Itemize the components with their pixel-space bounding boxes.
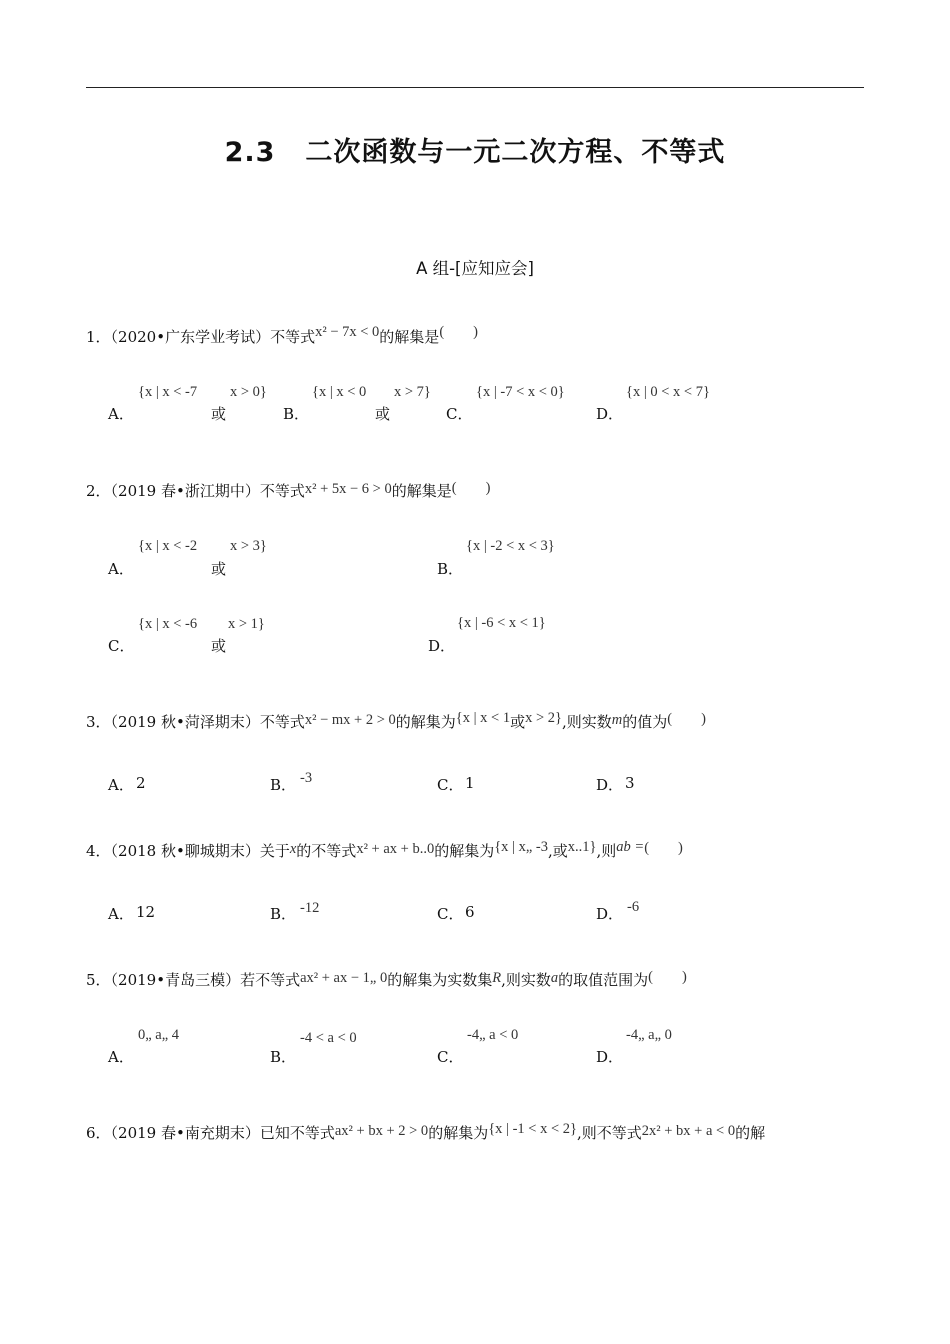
option-math: -4 < a < 0 <box>300 1030 357 1046</box>
stem-math: x <box>289 841 297 857</box>
stem-text: ,则实数 <box>501 971 551 989</box>
option-value: 2 <box>136 774 146 792</box>
question-source: （2019 春•南充期末） <box>110 1124 260 1142</box>
option-value: 3 <box>625 774 635 792</box>
stem-math: ab = <box>616 839 645 855</box>
stem-math: a <box>550 970 559 986</box>
stem-text: 或 <box>510 713 526 731</box>
option-label[interactable]: B． <box>270 905 297 923</box>
stem-text: 不等式 <box>270 328 316 346</box>
option-connector: 或 <box>375 405 391 423</box>
group-heading: A 组-[应知应会] <box>416 259 534 278</box>
question-stem <box>86 969 687 990</box>
stem-text: ,则实数 <box>562 713 612 731</box>
stem-math: ax² + ax − 1„ 0 <box>300 970 388 986</box>
option-label[interactable]: A． <box>108 905 134 923</box>
stem-math: ax² + bx + 2 > 0 <box>334 1123 429 1139</box>
question-number: 5． <box>86 971 111 989</box>
answer-paren: ( ) <box>451 480 491 496</box>
answer-paren: ( ) <box>439 324 478 340</box>
stem-text: 的解集为 <box>434 842 495 860</box>
question-number: 6． <box>86 1124 111 1142</box>
stem-math: 2x² + bx + a < 0 <box>641 1123 736 1139</box>
option-math: {x | x < -7 <box>138 384 198 400</box>
option-label[interactable]: C． <box>108 637 135 655</box>
option-math: {x | x < -6 <box>138 616 198 632</box>
stem-text: ,则 <box>596 842 617 860</box>
option-label[interactable]: B． <box>270 776 297 794</box>
option-value: 12 <box>136 903 156 921</box>
option-math: -4„ a < 0 <box>467 1027 519 1043</box>
section-title: 二次函数与一元二次方程、不等式 <box>305 137 726 168</box>
option-math: -12 <box>300 900 320 916</box>
stem-math: x > 2} <box>525 710 562 726</box>
stem-math: x..1} <box>567 839 597 855</box>
question-stem <box>86 1122 765 1143</box>
option-label[interactable]: B． <box>270 1048 297 1066</box>
stem-math: {x | x„ -3 <box>494 839 548 855</box>
question-number: 1． <box>86 328 111 346</box>
option-label[interactable]: A． <box>108 405 134 423</box>
option-math: x > 7} <box>394 384 431 400</box>
option-math: x > 1} <box>228 616 265 632</box>
stem-math: x² + ax + b..0 <box>356 841 435 857</box>
option-label[interactable]: B． <box>437 560 464 578</box>
option-label[interactable]: A． <box>108 560 134 578</box>
stem-text: 的解集是 <box>379 328 440 346</box>
question-source: （2018 秋•聊城期末） <box>110 842 260 860</box>
stem-text: 不等式 <box>259 482 305 500</box>
stem-text: 不等式 <box>259 713 305 731</box>
option-value: 6 <box>465 903 475 921</box>
question-source: （2019 春•浙江期中） <box>110 482 260 500</box>
option-math: {x | 0 < x < 7} <box>626 384 710 400</box>
stem-math: x² − mx + 2 > 0 <box>304 712 396 728</box>
stem-math: {x | x < 1 <box>455 710 511 726</box>
stem-text: 已知不等式 <box>259 1124 335 1142</box>
option-math: {x | x < -2 <box>138 538 198 554</box>
option-math: -6 <box>627 899 640 915</box>
option-label[interactable]: B． <box>283 405 310 423</box>
stem-text: 的不等式 <box>296 842 357 860</box>
question-number: 3． <box>86 713 111 731</box>
question-source: （2020•广东学业考试） <box>110 328 271 346</box>
option-connector: 或 <box>211 405 227 423</box>
option-math: -3 <box>300 770 313 786</box>
stem-text: 的解集是 <box>391 482 452 500</box>
section-number: 2.3 <box>224 137 276 168</box>
option-label[interactable]: C． <box>437 905 464 923</box>
question-stem <box>86 840 683 861</box>
option-math: -4„ a„ 0 <box>626 1027 672 1043</box>
option-label[interactable]: C． <box>446 405 473 423</box>
question-source: （2019•青岛三模） <box>110 971 241 989</box>
stem-math: {x | -1 < x < 2} <box>488 1121 577 1137</box>
question-stem <box>86 326 478 347</box>
question-number: 2． <box>86 482 111 500</box>
question-stem <box>86 711 706 732</box>
option-value: 1 <box>465 774 475 792</box>
stem-text: ,或 <box>547 842 568 860</box>
option-label[interactable]: D． <box>596 905 624 923</box>
stem-text: 的解集为 <box>428 1124 489 1142</box>
option-label[interactable]: D． <box>428 637 456 655</box>
option-math: x > 0} <box>230 384 267 400</box>
option-math: 0„ a„ 4 <box>138 1027 180 1043</box>
stem-math: x² − 7x < 0 <box>315 324 380 340</box>
answer-paren: ( ) <box>648 969 687 985</box>
stem-math: x² + 5x − 6 > 0 <box>304 481 392 497</box>
answer-paren: ( ) <box>667 711 706 727</box>
stem-text: 的解集为实数集 <box>387 971 493 989</box>
stem-math: m <box>611 712 623 728</box>
header-rule <box>86 87 864 88</box>
question-stem <box>86 480 490 501</box>
option-math: {x | -6 < x < 1} <box>457 615 546 631</box>
stem-math: R <box>492 970 502 986</box>
stem-text: 的取值范围为 <box>558 971 649 989</box>
option-label[interactable]: D． <box>596 776 624 794</box>
option-label[interactable]: C． <box>437 776 464 794</box>
stem-text: ,则不等式 <box>576 1124 642 1142</box>
stem-text: 的解集为 <box>395 713 456 731</box>
option-connector: 或 <box>211 560 227 578</box>
option-label[interactable]: C． <box>437 1048 464 1066</box>
option-connector: 或 <box>211 637 227 655</box>
option-label[interactable]: D． <box>596 1048 624 1066</box>
page-title <box>0 130 950 169</box>
option-math: {x | x < 0 <box>312 384 367 400</box>
option-math: {x | -7 < x < 0} <box>476 384 565 400</box>
question-number: 4． <box>86 842 111 860</box>
option-label[interactable]: A． <box>108 776 134 794</box>
question-source: （2019 秋•菏泽期末） <box>110 713 260 731</box>
stem-text: 关于 <box>259 842 290 860</box>
stem-text: 的值为 <box>622 713 668 731</box>
answer-paren: ( ) <box>644 840 683 856</box>
option-math: x > 3} <box>230 538 267 554</box>
option-label[interactable]: D． <box>596 405 624 423</box>
option-label[interactable]: A． <box>108 1048 134 1066</box>
stem-text: 若不等式 <box>240 971 301 989</box>
option-math: {x | -2 < x < 3} <box>466 538 555 554</box>
stem-text: 的解 <box>735 1124 766 1142</box>
